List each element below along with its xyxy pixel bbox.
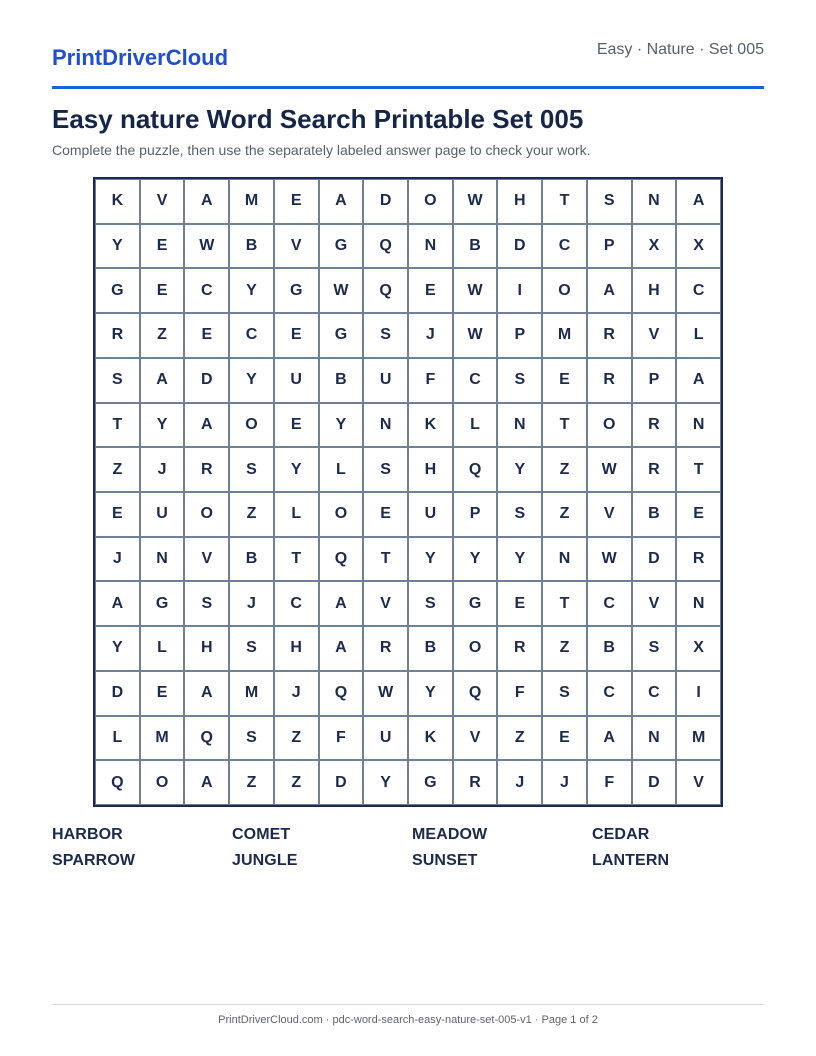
- grid-cell[interactable]: D: [95, 671, 140, 716]
- grid-cell[interactable]: C: [229, 313, 274, 358]
- grid-cell[interactable]: J: [408, 313, 453, 358]
- grid-cell[interactable]: G: [319, 224, 364, 269]
- grid-cell[interactable]: Y: [408, 537, 453, 582]
- grid-cell[interactable]: Z: [274, 760, 319, 805]
- grid-cell[interactable]: Z: [542, 626, 587, 671]
- brand-logo[interactable]: PrintDriverCloud: [52, 45, 229, 70]
- page-title: Easy nature Word Search Printable Set 005: [52, 104, 584, 134]
- grid-cell[interactable]: W: [453, 313, 498, 358]
- grid-cell[interactable]: Y: [140, 403, 185, 448]
- grid-cell[interactable]: Q: [453, 671, 498, 716]
- grid-cell[interactable]: W: [363, 671, 408, 716]
- grid-cell[interactable]: U: [363, 716, 408, 761]
- grid-cell[interactable]: O: [453, 626, 498, 671]
- grid-cell[interactable]: H: [408, 447, 453, 492]
- grid-cell[interactable]: R: [587, 358, 632, 403]
- grid-cell[interactable]: F: [408, 358, 453, 403]
- grid-cell[interactable]: L: [95, 716, 140, 761]
- grid-cell[interactable]: A: [140, 358, 185, 403]
- grid-cell[interactable]: Y: [274, 447, 319, 492]
- page-footer: PrintDriverCloud.com · pdc-word-search-easy-nature-set-005-v1 · Page 1 of 2: [52, 1004, 764, 1026]
- grid-cell[interactable]: G: [319, 313, 364, 358]
- grid-cell[interactable]: R: [632, 447, 677, 492]
- grid-cell[interactable]: T: [542, 581, 587, 626]
- grid-cell[interactable]: T: [542, 179, 587, 224]
- grid-cell[interactable]: L: [453, 403, 498, 448]
- grid-cell[interactable]: A: [587, 268, 632, 313]
- grid-cell[interactable]: V: [632, 313, 677, 358]
- grid-cell[interactable]: E: [140, 224, 185, 269]
- grid-cell[interactable]: X: [676, 224, 721, 269]
- grid-cell[interactable]: E: [274, 403, 319, 448]
- grid-cell[interactable]: B: [319, 358, 364, 403]
- grid-cell[interactable]: H: [184, 626, 229, 671]
- grid-cell[interactable]: V: [363, 581, 408, 626]
- word-list-item: HARBOR: [52, 826, 123, 843]
- grid-cell[interactable]: L: [319, 447, 364, 492]
- grid-cell[interactable]: Y: [95, 626, 140, 671]
- page-subtitle: Complete the puzzle, then use the separately labeled answer page to check your work.: [52, 142, 591, 158]
- word-list-item: SUNSET: [412, 852, 478, 869]
- grid-cell[interactable]: A: [319, 179, 364, 224]
- grid-cell[interactable]: M: [229, 179, 274, 224]
- grid-cell[interactable]: D: [184, 358, 229, 403]
- grid-cell[interactable]: E: [542, 716, 587, 761]
- grid-cell[interactable]: B: [229, 224, 274, 269]
- grid-cell[interactable]: O: [140, 760, 185, 805]
- grid-cell[interactable]: Q: [319, 671, 364, 716]
- grid-cell[interactable]: V: [453, 716, 498, 761]
- grid-cell[interactable]: S: [497, 492, 542, 537]
- grid-cell[interactable]: M: [140, 716, 185, 761]
- grid-cell[interactable]: Y: [408, 671, 453, 716]
- grid-cell[interactable]: E: [274, 313, 319, 358]
- grid-cell[interactable]: B: [408, 626, 453, 671]
- grid-cell[interactable]: A: [319, 581, 364, 626]
- grid-cell[interactable]: A: [676, 358, 721, 403]
- grid-cell[interactable]: S: [184, 581, 229, 626]
- grid-cell[interactable]: I: [676, 671, 721, 716]
- grid-cell[interactable]: V: [587, 492, 632, 537]
- grid-cell[interactable]: W: [184, 224, 229, 269]
- grid-cell[interactable]: V: [632, 581, 677, 626]
- grid-cell[interactable]: S: [229, 447, 274, 492]
- grid-cell[interactable]: S: [497, 358, 542, 403]
- grid-cell[interactable]: Q: [319, 537, 364, 582]
- grid-cell[interactable]: B: [229, 537, 274, 582]
- grid-cell[interactable]: M: [542, 313, 587, 358]
- grid-cell[interactable]: S: [408, 581, 453, 626]
- grid-cell[interactable]: O: [184, 492, 229, 537]
- grid-cell[interactable]: E: [542, 358, 587, 403]
- grid-cell[interactable]: O: [542, 268, 587, 313]
- grid-cell[interactable]: Q: [453, 447, 498, 492]
- grid-cell[interactable]: N: [497, 403, 542, 448]
- grid-cell[interactable]: X: [632, 224, 677, 269]
- grid-cell[interactable]: Q: [184, 716, 229, 761]
- grid-cell[interactable]: R: [632, 403, 677, 448]
- grid-cell[interactable]: M: [229, 671, 274, 716]
- grid-cell[interactable]: D: [363, 179, 408, 224]
- grid-cell[interactable]: R: [587, 313, 632, 358]
- grid-cell[interactable]: E: [184, 313, 229, 358]
- grid-cell[interactable]: C: [676, 268, 721, 313]
- grid-cell[interactable]: C: [274, 581, 319, 626]
- grid-cell[interactable]: P: [587, 224, 632, 269]
- grid-cell[interactable]: L: [274, 492, 319, 537]
- grid-cell[interactable]: B: [587, 626, 632, 671]
- grid-cell[interactable]: F: [587, 760, 632, 805]
- grid-cell[interactable]: A: [676, 179, 721, 224]
- grid-cell[interactable]: A: [184, 403, 229, 448]
- grid-cell[interactable]: T: [363, 537, 408, 582]
- grid-cell[interactable]: S: [632, 626, 677, 671]
- grid-cell[interactable]: V: [274, 224, 319, 269]
- grid-cell[interactable]: O: [587, 403, 632, 448]
- grid-cell[interactable]: B: [453, 224, 498, 269]
- grid-cell[interactable]: H: [632, 268, 677, 313]
- grid-cell[interactable]: Y: [497, 447, 542, 492]
- grid-cell[interactable]: C: [587, 581, 632, 626]
- grid-cell[interactable]: A: [184, 179, 229, 224]
- grid-cell[interactable]: N: [542, 537, 587, 582]
- grid-cell[interactable]: D: [319, 760, 364, 805]
- grid-cell[interactable]: T: [274, 537, 319, 582]
- grid-cell[interactable]: J: [542, 760, 587, 805]
- grid-cell[interactable]: L: [140, 626, 185, 671]
- grid-cell[interactable]: E: [408, 268, 453, 313]
- word-list-item: JUNGLE: [232, 852, 298, 869]
- grid-cell[interactable]: G: [408, 760, 453, 805]
- grid-cell[interactable]: D: [497, 224, 542, 269]
- grid-cell[interactable]: N: [140, 537, 185, 582]
- grid-cell[interactable]: P: [632, 358, 677, 403]
- grid-cell[interactable]: E: [676, 492, 721, 537]
- grid-cell[interactable]: O: [319, 492, 364, 537]
- grid-cell[interactable]: S: [542, 671, 587, 716]
- grid-cell[interactable]: R: [497, 626, 542, 671]
- word-list-item: COMET: [232, 826, 291, 843]
- grid-cell[interactable]: R: [95, 313, 140, 358]
- grid-cell[interactable]: U: [408, 492, 453, 537]
- puzzle-meta: Easy · Nature · Set 005: [596, 41, 764, 58]
- grid-cell[interactable]: W: [453, 179, 498, 224]
- grid-cell[interactable]: Y: [319, 403, 364, 448]
- page-header: [52, 38, 764, 89]
- grid-cell[interactable]: Y: [363, 760, 408, 805]
- grid-cell[interactable]: E: [95, 492, 140, 537]
- grid-cell[interactable]: Z: [274, 716, 319, 761]
- grid-cell[interactable]: F: [319, 716, 364, 761]
- grid-cell[interactable]: C: [184, 268, 229, 313]
- grid-cell[interactable]: N: [408, 224, 453, 269]
- grid-cell[interactable]: Z: [229, 492, 274, 537]
- grid-cell[interactable]: A: [95, 581, 140, 626]
- grid-cell[interactable]: D: [632, 760, 677, 805]
- grid-cell[interactable]: Y: [95, 224, 140, 269]
- grid-cell[interactable]: K: [95, 179, 140, 224]
- grid-cell[interactable]: U: [274, 358, 319, 403]
- word-list: [52, 826, 764, 870]
- grid-cell[interactable]: R: [184, 447, 229, 492]
- grid-cell[interactable]: W: [453, 268, 498, 313]
- grid-cell[interactable]: N: [676, 581, 721, 626]
- grid-cell[interactable]: V: [140, 179, 185, 224]
- grid-cell[interactable]: X: [676, 626, 721, 671]
- grid-cell[interactable]: Q: [363, 268, 408, 313]
- grid-cell[interactable]: A: [184, 671, 229, 716]
- grid-cell[interactable]: L: [676, 313, 721, 358]
- grid-cell[interactable]: W: [587, 537, 632, 582]
- grid-cell[interactable]: J: [95, 537, 140, 582]
- word-list-item: MEADOW: [412, 826, 488, 843]
- word-list-item: SPARROW: [52, 852, 136, 869]
- grid-cell[interactable]: Z: [140, 313, 185, 358]
- grid-cell[interactable]: W: [587, 447, 632, 492]
- grid-cell[interactable]: M: [676, 716, 721, 761]
- grid-cell[interactable]: I: [497, 268, 542, 313]
- word-search-grid: [93, 177, 723, 807]
- grid-cell[interactable]: V: [676, 760, 721, 805]
- grid-cell[interactable]: T: [542, 403, 587, 448]
- grid-cell[interactable]: D: [632, 537, 677, 582]
- grid-cell[interactable]: N: [632, 716, 677, 761]
- grid-cell[interactable]: V: [184, 537, 229, 582]
- grid-cell[interactable]: E: [497, 581, 542, 626]
- grid-cell[interactable]: Z: [95, 447, 140, 492]
- grid-cell[interactable]: T: [95, 403, 140, 448]
- grid-cell[interactable]: R: [676, 537, 721, 582]
- grid-cell[interactable]: K: [408, 403, 453, 448]
- grid-cell[interactable]: E: [140, 268, 185, 313]
- grid-cell[interactable]: J: [274, 671, 319, 716]
- grid-cell[interactable]: P: [497, 313, 542, 358]
- grid-cell[interactable]: Z: [497, 716, 542, 761]
- grid-cell[interactable]: B: [632, 492, 677, 537]
- grid-cell[interactable]: Q: [363, 224, 408, 269]
- grid-cell[interactable]: N: [632, 179, 677, 224]
- grid-cell[interactable]: E: [274, 179, 319, 224]
- grid-cell[interactable]: G: [95, 268, 140, 313]
- grid-cell[interactable]: G: [140, 581, 185, 626]
- word-list-item: CEDAR: [592, 826, 650, 843]
- grid-cell[interactable]: N: [676, 403, 721, 448]
- grid-cell[interactable]: Z: [229, 760, 274, 805]
- grid-cell[interactable]: O: [229, 403, 274, 448]
- grid-cell[interactable]: E: [140, 671, 185, 716]
- grid-cell[interactable]: F: [497, 671, 542, 716]
- grid-cell[interactable]: C: [453, 358, 498, 403]
- grid-cell[interactable]: Z: [542, 447, 587, 492]
- grid-cell[interactable]: E: [363, 492, 408, 537]
- grid-cell[interactable]: Y: [229, 268, 274, 313]
- grid-cell[interactable]: Z: [542, 492, 587, 537]
- grid-cell[interactable]: C: [542, 224, 587, 269]
- grid-cell[interactable]: C: [587, 671, 632, 716]
- grid-cell[interactable]: A: [184, 760, 229, 805]
- grid-cell[interactable]: Y: [453, 537, 498, 582]
- grid-cell[interactable]: A: [319, 626, 364, 671]
- grid-cell[interactable]: K: [408, 716, 453, 761]
- grid-cell[interactable]: J: [140, 447, 185, 492]
- word-list-item: LANTERN: [592, 852, 670, 869]
- grid-cell[interactable]: Q: [95, 760, 140, 805]
- grid-cell[interactable]: S: [95, 358, 140, 403]
- grid-cell[interactable]: G: [274, 268, 319, 313]
- grid-cell[interactable]: T: [676, 447, 721, 492]
- grid-cell[interactable]: O: [408, 179, 453, 224]
- grid-cell[interactable]: J: [497, 760, 542, 805]
- grid-cell[interactable]: S: [587, 179, 632, 224]
- grid-cell[interactable]: G: [453, 581, 498, 626]
- grid-cell[interactable]: S: [363, 447, 408, 492]
- grid-cell[interactable]: Y: [229, 358, 274, 403]
- grid-cell[interactable]: S: [229, 716, 274, 761]
- grid-cell[interactable]: U: [363, 358, 408, 403]
- grid-cell[interactable]: N: [363, 403, 408, 448]
- grid-cell[interactable]: S: [229, 626, 274, 671]
- grid-cell[interactable]: U: [140, 492, 185, 537]
- grid-cell[interactable]: W: [319, 268, 364, 313]
- grid-cell[interactable]: P: [453, 492, 498, 537]
- grid-cell[interactable]: S: [363, 313, 408, 358]
- grid-cell[interactable]: R: [453, 760, 498, 805]
- grid-cell[interactable]: J: [229, 581, 274, 626]
- grid-cell[interactable]: H: [497, 179, 542, 224]
- grid-cell[interactable]: H: [274, 626, 319, 671]
- grid-cell[interactable]: R: [363, 626, 408, 671]
- grid-cell[interactable]: C: [632, 671, 677, 716]
- grid-cell[interactable]: Y: [497, 537, 542, 582]
- grid-cell[interactable]: A: [587, 716, 632, 761]
